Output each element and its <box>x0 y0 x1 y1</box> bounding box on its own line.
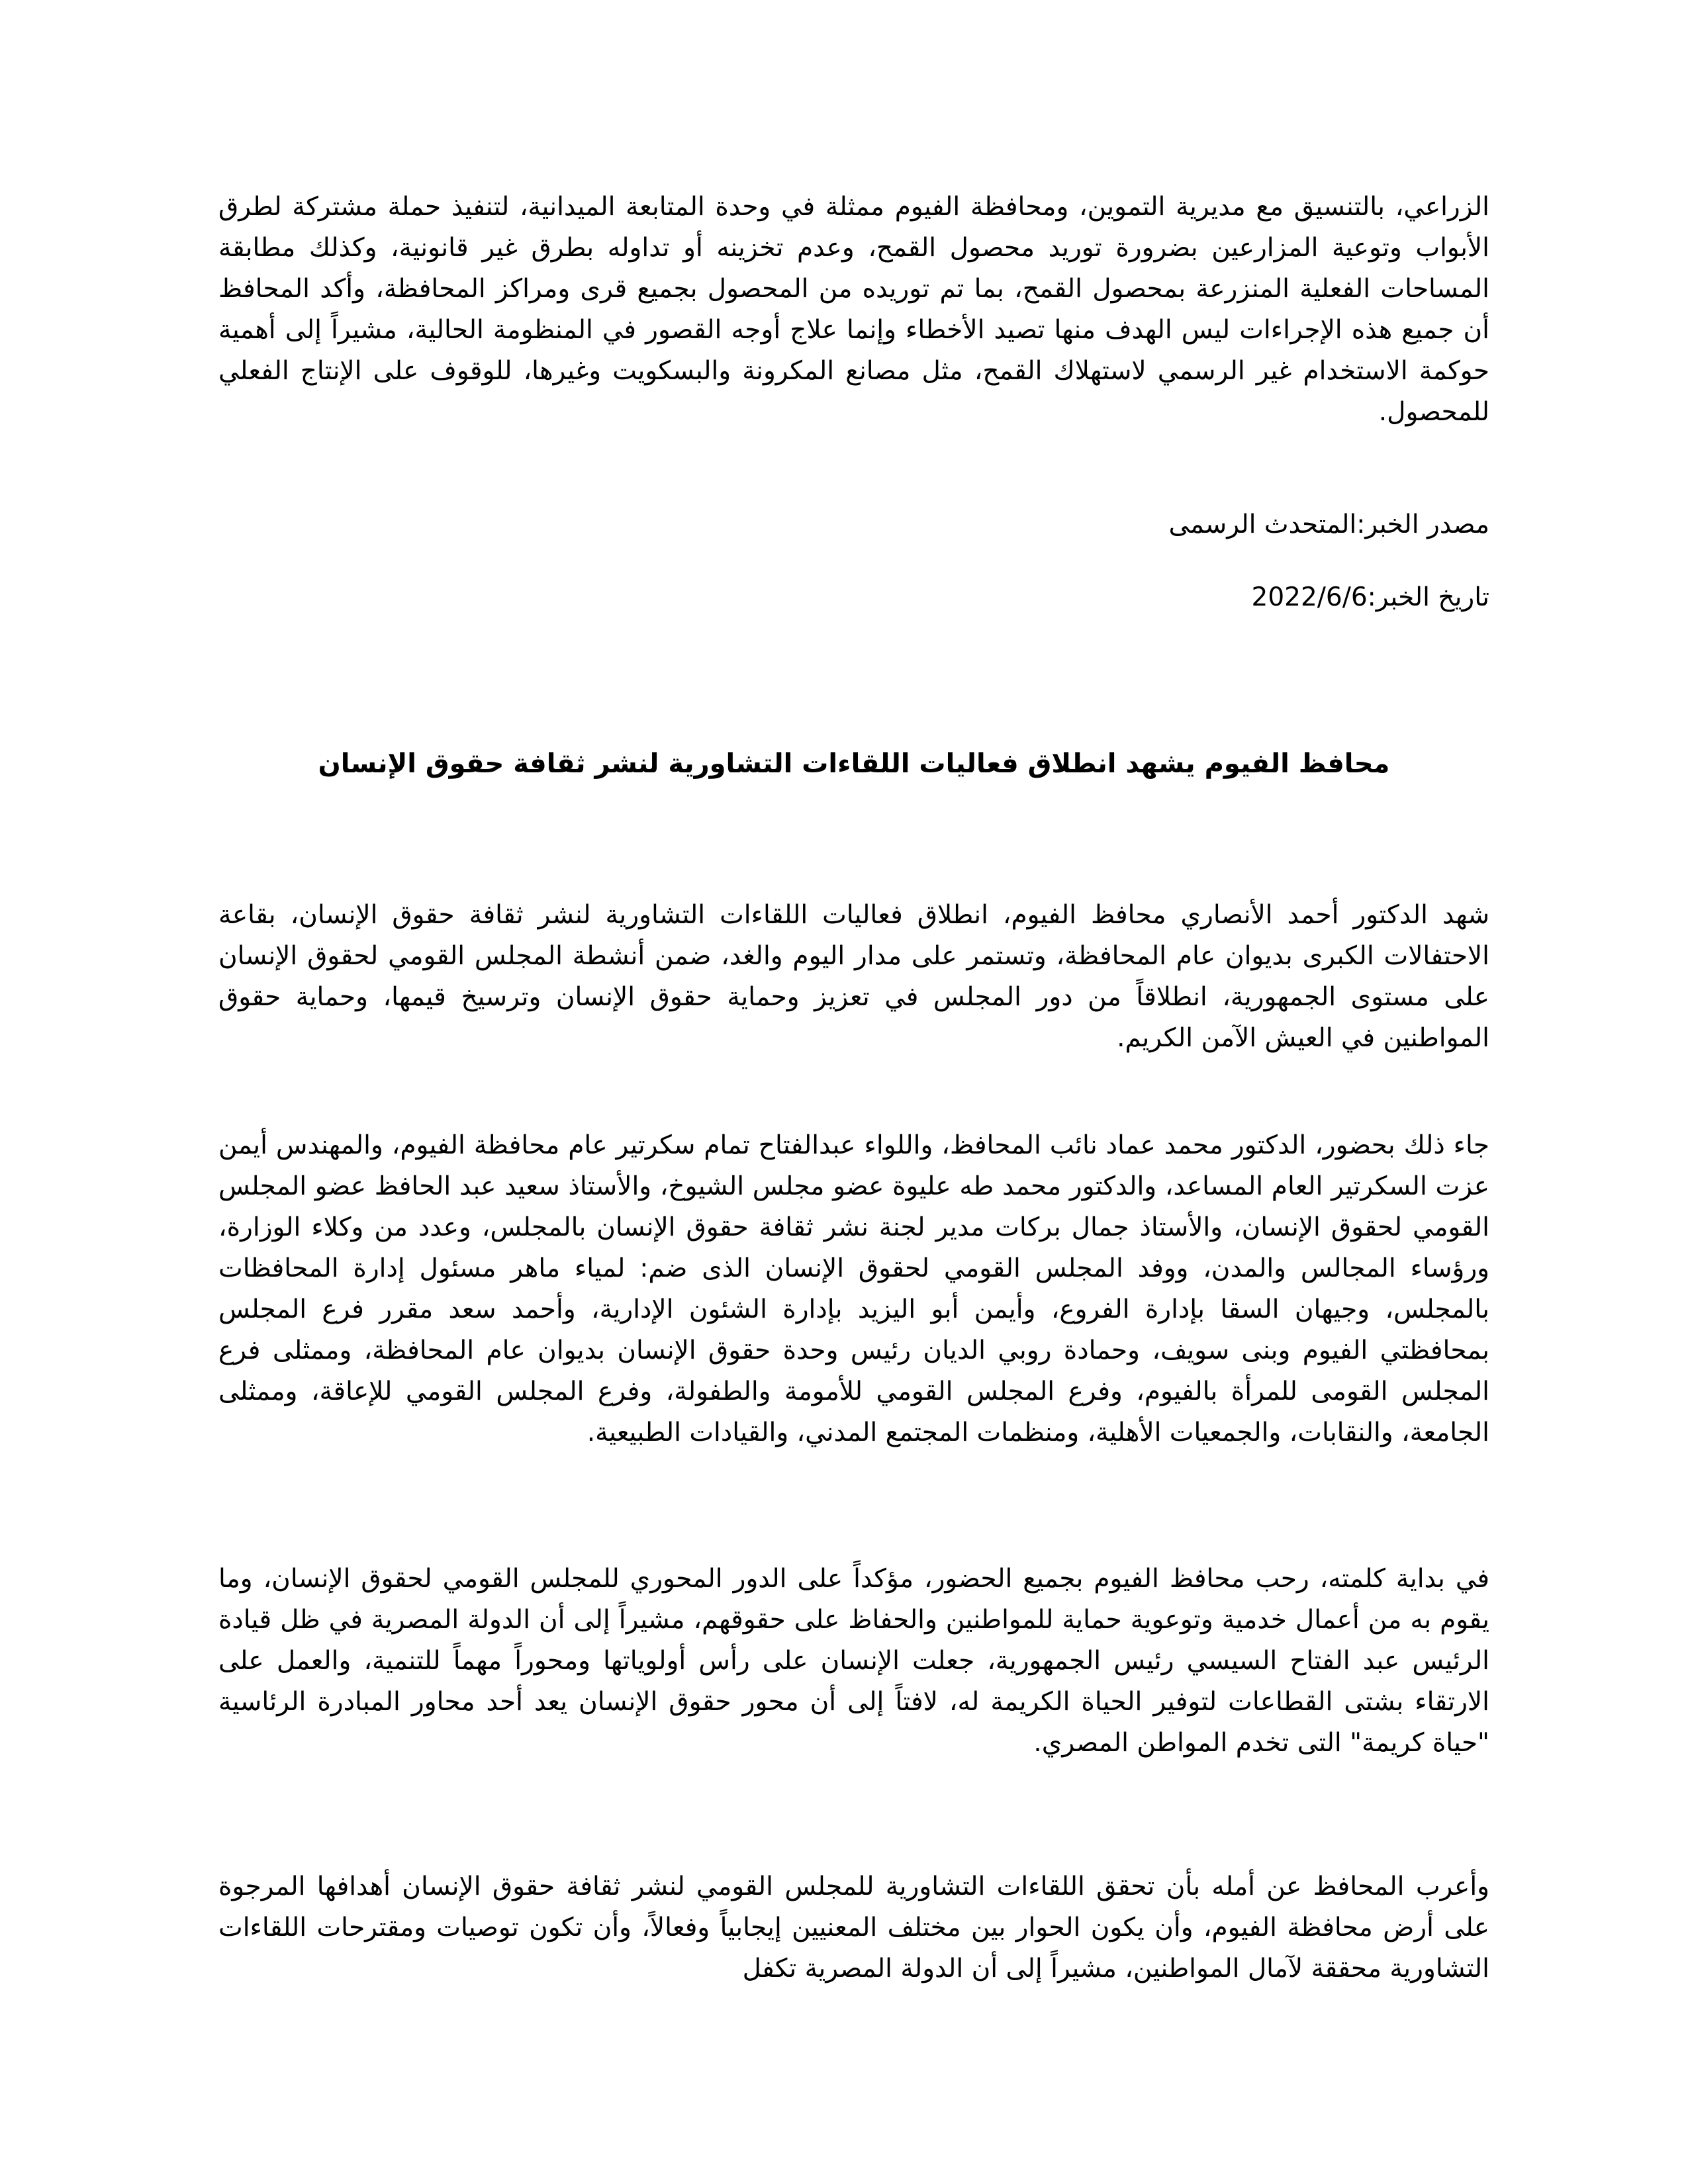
continued-paragraph: الزراعي، بالتنسيق مع مديرية التموين، ومحافظة الفيوم ممثلة في وحدة المتابعة الميدانية، لتنفيذ حملة مشتركة لطرق الأبواب وتوعية المزارعين بضرورة توريد محصول القمح، وعدم تخزينه أو تداوله بطرق غير قانونية، وكذلك مطابقة المساحات الفعلية المنزرعة بمحصول القمح، بما تم توريده من المحصول بجميع قرى ومراكز المحافظة، وأكد المحافظ أن جميع هذه الإجراءات ليس الهدف منها تصيد الأخطاء وإنما علاج أوجه القصور في المنظومة الحالية، مشيراً إلى أهمية حوكمة الاستخدام غير الرسمي لاستهلاك القمح، مثل مصانع المكرونة والبسكويت وغيرها، للوقوف على الإنتاج الفعلي للمحصول. <box>218 192 1489 427</box>
article-paragraph-2: جاء ذلك بحضور، الدكتور محمد عماد نائب المحافظ، واللواء عبدالفتاح تمام سكرتير عام محافظة الفيوم، والمهندس أيمن عزت السكرتير العام المساعد، والدكتور محمد طه عليوة عضو مجلس الشيوخ، والأستاذ سعيد عبد الحافظ عضو المجلس القومي لحقوق الإنسان، والأستاذ جمال بركات مدير لجنة نشر ثقافة حقوق الإنسان بالمجلس، وعدد من وكلاء الوزارة، ورؤساء المجالس والمدن، ووفد المجلس القومي لحقوق الإنسان الذى ضم: لمياء ماهر مسئول إدارة المحافظات بالمجلس، وجيهان السقا بإدارة الفروع، وأيمن أبو اليزيد بإدارة الشئون الإدارية، وأحمد سعد مقرر فرع المجلس بمحافظتي الفيوم وبنى سويف، وحمادة روبي الديان رئيس وحدة حقوق الإنسان بديوان عام المحافظة، وممثلى فرع المجلس القومى للمرأة بالفيوم، وفرع المجلس القومي للأمومة والطفولة، وفرع المجلس القومي للإعاقة، وممثلى الجامعة، والنقابات، والجمعيات الأهلية، ومنظمات المجتمع المدني، والقيادات الطبيعية. <box>218 1130 1489 1447</box>
news-source-line: مصدر الخبر:المتحدث الرسمى <box>1168 510 1489 539</box>
article-paragraph-3: في بداية كلمته، رحب محافظ الفيوم بجميع الحضور، مؤكداً على الدور المحوري للمجلس القومي لحقوق الإنسان، وما يقوم به من أعمال خدمية وتوعوية حماية للمواطنين والحفاظ على حقوقهم، مشيراً إلى أن الدولة المصرية في ظل قيادة الرئيس عبد الفتاح السيسي رئيس الجمهورية، جعلت الإنسان على رأس أولوياتها ومحوراً مهماً للتنمية، والعمل على الارتقاء بشتى القطاعات لتوفير الحياة الكريمة له، لافتاً إلى أن محور حقوق الإنسان يعد أحد محاور المبادرة الرئاسية "حياة كريمة" التى تخدم المواطن المصري. <box>218 1564 1489 1758</box>
news-date-line: تاريخ الخبر:2022/6/6 <box>1251 582 1489 612</box>
article-paragraph-4: وأعرب المحافظ عن أمله بأن تحقق اللقاءات التشاورية للمجلس القومي لنشر ثقافة حقوق الإنسان أهدافها المرجوة على أرض محافظة الفيوم، وأن يكون الحوار بين مختلف المعنيين إيجابياً وفعالاً، وأن تكون توصيات ومقترحات اللقاءات التشاورية محققة لآمال المواطنين، مشيراً إلى أن الدولة المصرية تكفل <box>218 1872 1489 1983</box>
article-paragraph-1: شهد الدكتور أحمد الأنصاري محافظ الفيوم، انطلاق فعاليات اللقاءات التشاورية لنشر ثقافة حقوق الإنسان، بقاعة الاحتفالات الكبرى بديوان عام المحافظة، وتستمر على مدار اليوم والغد، ضمن أنشطة المجلس القومي لحقوق الإنسان على مستوى الجمهورية، انطلاقاً من دور المجلس في تعزيز وحماية حقوق الإنسان وترسيخ قيمها، وحماية حقوق المواطنين في العيش الآمن الكريم. <box>218 900 1489 1053</box>
article-title: محافظ الفيوم يشهد انطلاق فعاليات اللقاءات التشاورية لنشر ثقافة حقوق الإنسان <box>318 749 1390 779</box>
